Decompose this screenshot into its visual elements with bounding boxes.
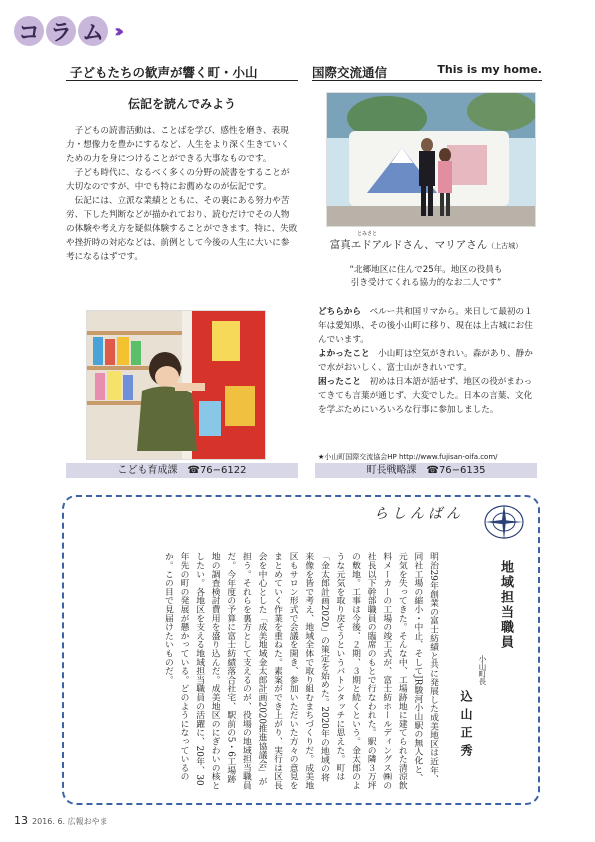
profile-label: よかったこと: [318, 349, 370, 359]
header-char-3: ム: [78, 16, 108, 46]
profile-body: [318, 305, 538, 417]
page-footer: [14, 814, 108, 827]
right-article-title: 国際交流通信: [312, 65, 388, 80]
right-article-header: [312, 63, 542, 81]
left-paragraph: 子どもの読書活動は、ことばを学び、感性を磨き、表現力・想像力を豊かにするなど、人生をより深く生きていくための力を身につけることができる大事なものです。: [66, 126, 290, 164]
left-subtitle: 伝記を読んでみよう: [127, 97, 236, 111]
right-article-title-en: This is my home.: [437, 63, 542, 76]
left-body: [66, 124, 298, 264]
contact-kodomo: こども育成課 ☎76−6122: [66, 463, 298, 478]
author-role: 小山町長: [478, 655, 487, 685]
left-paragraph: 伝記には、立派な業績とともに、その裏にある努力や苦労、下した判断などが描かれており、読むだけでその人物の体験や考え方を疑似体験することができます。特に、失敗や挫折時の対応などは、前例として今後の人生に大いに参考になるはずです。: [66, 196, 298, 262]
profile-item: [318, 347, 538, 375]
profile-quote: [315, 264, 537, 290]
compass-icon: [482, 502, 526, 546]
couple-photo: [326, 92, 536, 227]
oifa-url[interactable]: ★小山町国際交流協会HP http://www.fujisan-oifa.com/: [318, 453, 498, 461]
profile-text: ペルー共和国リマから。来日して最初の１年は愛知県、その後小山町に移り、現在は上古城にお住んでいます。: [318, 307, 533, 345]
left-paragraph: 子ども時代に、なるべく多くの分野の読書をすることが大切なのですが、中でも特にお薦めなのが伝記です。: [66, 168, 290, 192]
header-char-2: ラ: [46, 16, 76, 46]
profile-label: どちらから: [318, 307, 361, 317]
profile-item: [318, 305, 538, 347]
profile-label: 困ったこと: [318, 377, 361, 387]
quote-line: 引き受けてくれる協力的なお二人です”: [350, 278, 502, 288]
author-name: 込山正秀: [459, 690, 473, 762]
rashinban-title: らしんばん: [374, 506, 464, 522]
profile-name: [315, 231, 537, 252]
column-heading: 地域担当職員: [498, 560, 513, 650]
column-header: [14, 14, 118, 48]
name-area: （上古城）: [487, 242, 523, 250]
left-article-title: 子どもたちの歓声が響く町・小山: [66, 63, 298, 81]
header-char-1: コ: [14, 16, 44, 46]
page-number: 13: [14, 814, 28, 827]
name-ruby: とみさと: [357, 231, 378, 237]
name-text: 富真エドアルドさん、マリアさん: [329, 239, 488, 251]
profile-text: 初めは日本語が話せず、地区の役がまわってきても言葉が通じず、大変でした。日本の言葉、文化を学ぶためにいろいろな行事に参加しました。: [318, 377, 533, 415]
profile-item: [318, 375, 538, 417]
profile-text: 小山町は空気がきれい。森があり、静かで水がおいしく、富士山がきれいです。: [318, 349, 533, 373]
child-reading-photo: [86, 310, 266, 460]
column-body: 明治29年創業の富士紡績と共に発展した成美地区は近年、同社工場の縮小・中止、そしてJR駿河小山駅の無人化と、元気を失ってきた。そんな中、工場跡地に建てられた清涼飲料メーカーの工場の竣工式が、富士紡ホールディングス㈱の社長以下幹部職員の臨席のもとで行なわれた。駅の隣３万坪の敷地。工事は今後、２期、３期と続くという。金太郎のような元気を取り戻そうというバトンタッチに思えた。町は「金太郎計画2020」の策定を始めた。2020年の地域の将来像を皆で考え、地域全体で取り組むまちづくりだ。成美地区もサロン形式で会議を開き、参加いただいた方々の意見をまとめていく作業を重ねた。素案ができ上がり、実行は区長会を中心とした「成美地域金太郎計画2020推進協議会」が担う。それらを裏方として支えるのが、役場の地域担当職員だ。今年度の予算に富士紡績落合社宅、駅前の5・6工場跡地の調査検討費用を盛り込んだ。成美地区のにぎわいの核としたい。各地区を支える地域担当職員の活躍に、20年、30年先の町の発展が懸かっている。どのようになっているのか。この目で見届けたいものだ。: [162, 552, 438, 790]
contact-chocho: 町長戦略課 ☎76−6135: [315, 463, 537, 478]
footer-text: 2016. 6. 広報おやま: [32, 817, 108, 826]
chevron-right-icon: ›››: [114, 20, 119, 42]
quote-line: “北郷地区に住んで25年。地区の役員も: [349, 265, 503, 275]
